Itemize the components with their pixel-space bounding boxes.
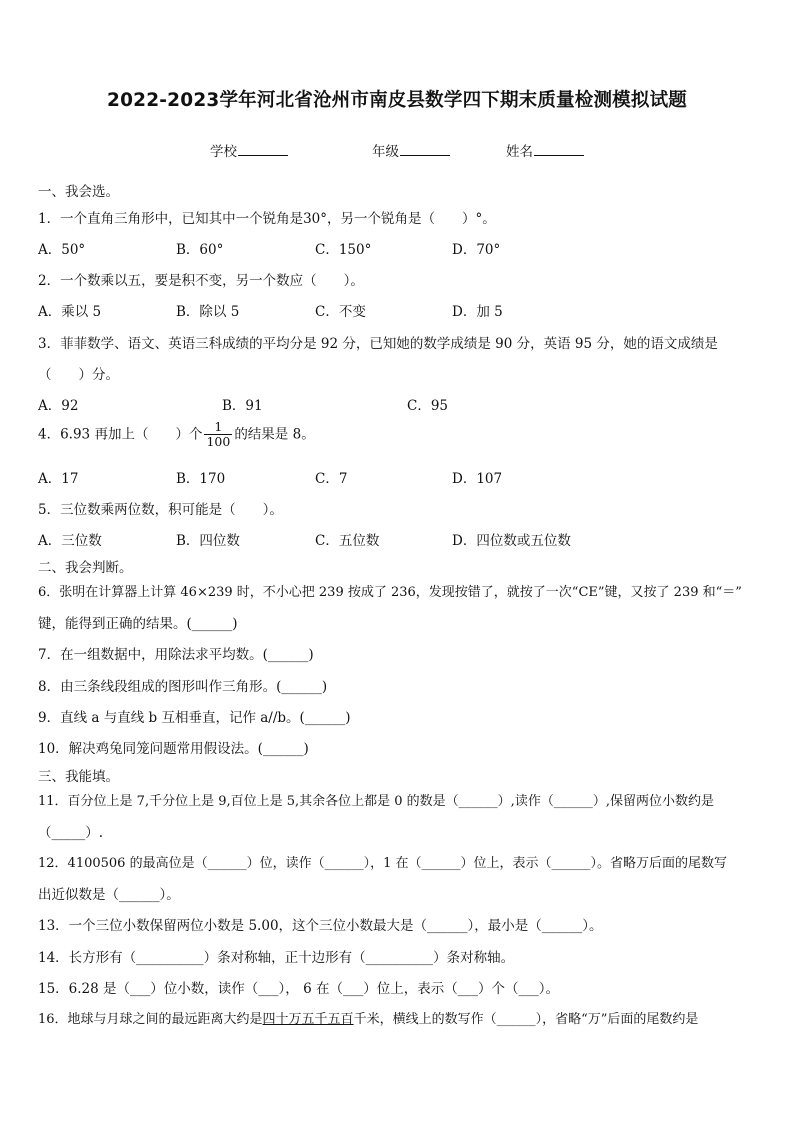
grade-field[interactable] — [372, 140, 450, 160]
school-label: 学校 — [210, 144, 237, 160]
section-heading-3: 三、我能填。 — [38, 769, 119, 785]
question-10: 10．解决鸡兔同笼问题常用假设法。(______) — [38, 741, 309, 757]
grade-blank[interactable] — [400, 143, 450, 156]
question-11-line-2: （_____）. — [38, 825, 104, 841]
name-label: 姓名 — [506, 144, 533, 160]
question-3-line-1: 3．菲菲数学、语文、英语三科成绩的平均分是 92 分，已知她的数学成绩是 90 分，英语 95 分，她的语文成绩是 — [38, 336, 718, 352]
q1-option-b[interactable]: B．60° — [176, 242, 224, 258]
question-14: 14．长方形有（__________）条对称轴，正十边形有（__________）条对称轴。 — [38, 950, 515, 966]
question-1: 1．一个直角三角形中，已知其中一个锐角是30°，另一个锐角是（ ）°。 — [38, 211, 496, 227]
question-6-line-2: 键，能得到正确的结果。(______) — [38, 616, 238, 632]
q3-option-c[interactable]: C．95 — [407, 398, 449, 414]
q4-text-after: 的结果是 8。 — [234, 426, 315, 443]
q3-option-b[interactable]: B．91 — [222, 398, 263, 414]
q4-fraction-denominator: 100 — [206, 434, 231, 450]
q16-text-before: 16．地球与月球之间的最远距离大约是 — [38, 1012, 263, 1027]
q2-option-d[interactable]: D．加 5 — [452, 304, 503, 320]
q4-option-d[interactable]: D．107 — [452, 471, 503, 487]
question-3-line-2: （ ）分。 — [38, 367, 119, 383]
q2-option-c[interactable]: C．不变 — [315, 304, 366, 320]
question-11-line-1: 11．百分位上是 7,千分位上是 9,百位上是 5,其余各位上都是 0 的数是（______）,读作（______）,保留两位小数约是 — [38, 794, 714, 809]
q5-option-c[interactable]: C．五位数 — [315, 533, 380, 549]
q4-fraction — [204, 420, 232, 450]
question-2: 2．一个数乘以五，要是积不变，另一个数应（ ）。 — [38, 273, 364, 289]
q2-option-b[interactable]: B．除以 5 — [176, 304, 240, 320]
question-4 — [38, 420, 315, 450]
q4-fraction-numerator: 1 — [214, 419, 223, 434]
q4-option-b[interactable]: B．170 — [176, 471, 226, 487]
question-12-line-2: 出近似数是（______）。 — [38, 887, 180, 903]
name-blank[interactable] — [534, 143, 584, 156]
section-heading-2: 二、我会判断。 — [38, 560, 133, 576]
school-blank[interactable] — [238, 143, 288, 156]
question-7: 7．在一组数据中，用除法求平均数。(______) — [38, 647, 314, 663]
q4-option-c[interactable]: C．7 — [315, 471, 348, 487]
q16-text-after: 千米，横线上的数写作（______），省略“万”后面的尾数约是 — [353, 1012, 699, 1027]
q1-option-a[interactable]: A．50° — [38, 242, 86, 258]
question-5: 5．三位数乘两位数，积可能是（ ）。 — [38, 502, 283, 518]
q5-option-b[interactable]: B．四位数 — [176, 533, 240, 549]
question-15: 15．6.28 是（___）位小数，读作（___）， 6 在（___）位上，表示（___）个（___）。 — [38, 981, 559, 997]
q4-option-a[interactable]: A．17 — [38, 471, 79, 487]
school-field[interactable] — [210, 140, 288, 160]
q1-option-c[interactable]: C．150° — [315, 242, 372, 258]
question-9: 9．直线 a 与直线 b 互相垂直，记作 a//b。(______) — [38, 710, 351, 726]
question-8: 8．由三条线段组成的图形叫作三角形。(______) — [38, 679, 328, 695]
q1-option-d[interactable]: D．70° — [452, 242, 501, 258]
question-13: 13．一个三位小数保留两位小数是 5.00，这个三位小数最大是（______），最小是（______）。 — [38, 918, 603, 934]
q2-option-a[interactable]: A．乘以 5 — [38, 304, 102, 320]
q16-underlined-number: 四十万五千五百 — [262, 1012, 354, 1027]
q5-option-d[interactable]: D．四位数或五位数 — [452, 533, 571, 549]
question-16 — [38, 1008, 698, 1027]
section-heading-1: 一、我会选。 — [38, 184, 119, 200]
name-field[interactable] — [506, 140, 584, 160]
q3-option-a[interactable]: A．92 — [38, 398, 79, 414]
q5-option-a[interactable]: A．三位数 — [38, 533, 102, 549]
question-12-line-1: 12．4100506 的最高位是（______）位，读作（______），1 在（______）位上，表示（______）。省略万后面的尾数写 — [38, 856, 727, 871]
grade-label: 年级 — [372, 144, 399, 160]
page-title: 2022-2023学年河北省沧州市南皮县数学四下期末质量检测模拟试题 — [107, 90, 687, 111]
question-6-line-1: 6．张明在计算器上计算 46×239 时，不小心把 239 按成了 236，发现按错了，就按了一次“CE”键，又按了 239 和“＝” — [38, 585, 742, 600]
q4-text-before: 4．6.93 再加上（ ）个 — [38, 426, 203, 443]
